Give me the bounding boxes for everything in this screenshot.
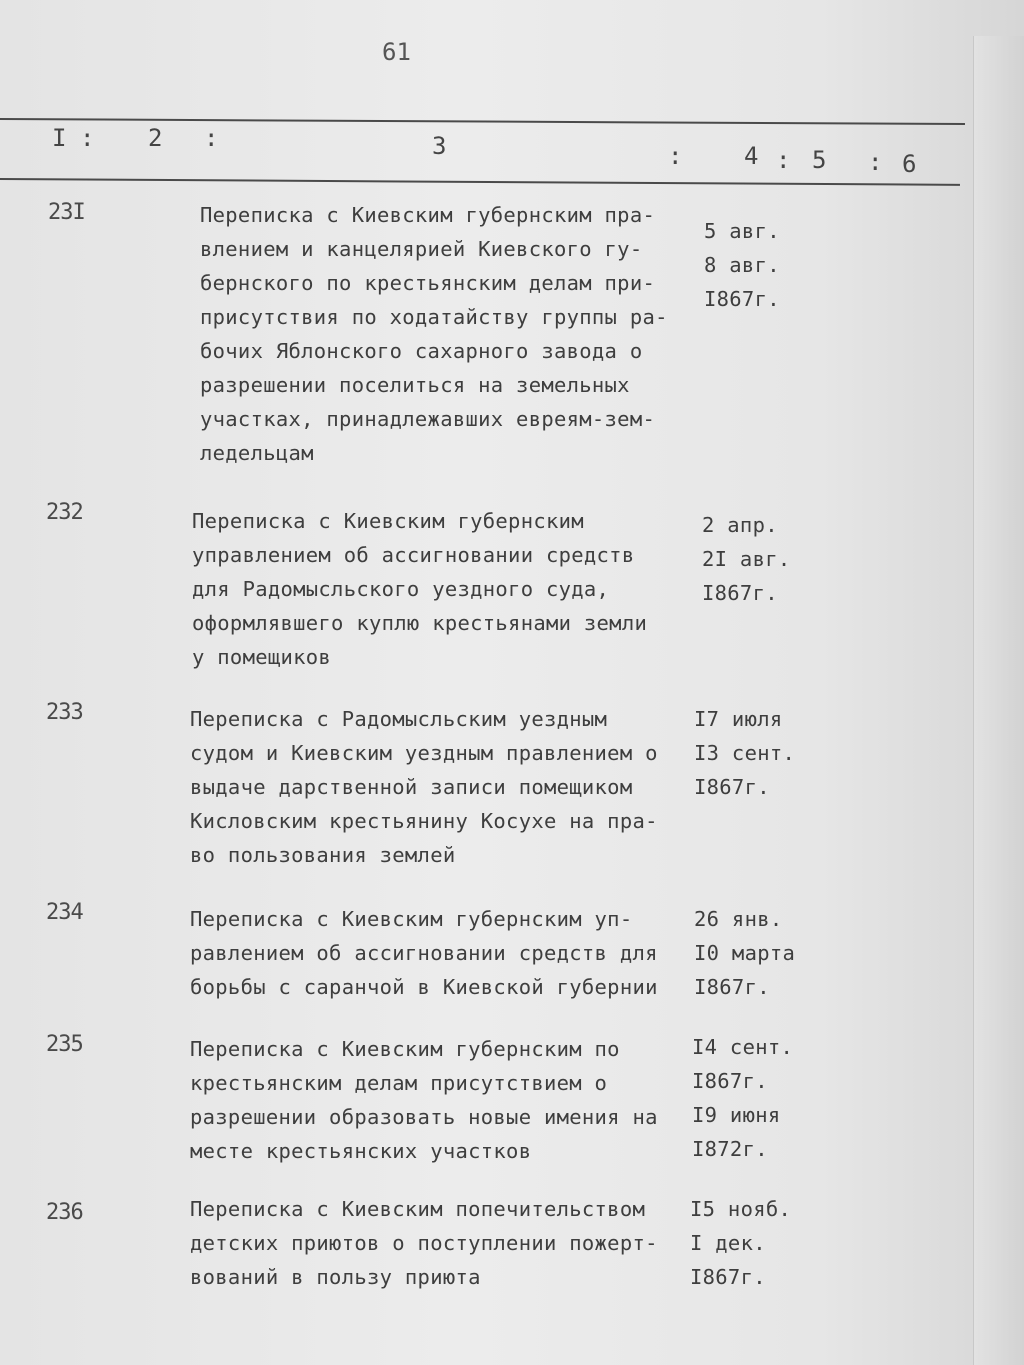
- entry-date-line: I0 марта: [694, 941, 796, 965]
- entry-number: 235: [46, 1032, 83, 1057]
- entry-date-line: I7 июля: [694, 707, 783, 731]
- entry-description-line: Переписка с Киевским попечительством: [190, 1197, 646, 1221]
- entry-dates: [690, 1192, 791, 1294]
- header-separator: :: [80, 124, 95, 152]
- entry-date-line: I дек.: [690, 1231, 766, 1255]
- entry-dates: [694, 902, 795, 1004]
- header-col-1: I: [52, 124, 67, 152]
- entry-description-line: детских приютов о поступлении пожерт-: [190, 1231, 658, 1255]
- entry-description-line: крестьянским делам присутствием о: [190, 1071, 608, 1095]
- entry-description-line: Переписка с Киевским губернским уп-: [190, 907, 633, 931]
- entry-date-line: I4 сент.: [692, 1035, 794, 1059]
- entry-description-line: Переписка с Киевским губернским: [192, 509, 584, 533]
- entry-date-line: 2I авг.: [702, 547, 791, 571]
- entry-description-line: равлением об ассигновании средств для: [190, 941, 658, 965]
- entry-description-line: месте крестьянских участков: [190, 1139, 532, 1163]
- header-separator: :: [204, 124, 219, 152]
- entry-date-line: I867г.: [702, 581, 778, 605]
- entry-number: 23I: [48, 200, 85, 225]
- header-top-rule: [0, 118, 965, 125]
- entry-dates: [704, 214, 780, 316]
- entry-description-line: ледельцам: [200, 441, 314, 465]
- entry-description-line: участках, принадлежавших евреям-зем-: [200, 407, 656, 431]
- entry-date-line: 5 авг.: [704, 219, 780, 243]
- entry-description: [192, 504, 647, 674]
- entry-description-line: во пользования землей: [190, 843, 456, 867]
- entry-date-line: I867г.: [694, 975, 770, 999]
- entry-description-line: судом и Киевским уездным правлением о: [190, 741, 658, 765]
- entry-description-line: у помещиков: [192, 645, 332, 669]
- header-bottom-rule: [0, 178, 960, 186]
- entry-description-line: вований в пользу приюта: [190, 1265, 481, 1289]
- entry-number: 234: [46, 900, 83, 925]
- header-col-6: 6: [902, 150, 917, 178]
- entry-description: [190, 702, 658, 872]
- entry-description-line: бернского по крестьянским делам при-: [200, 271, 656, 295]
- entry-description: [200, 198, 668, 470]
- entry-description-line: Кисловским крестьянину Косухе на пра-: [190, 809, 658, 833]
- entry-description-line: присутствия по ходатайству группы ра-: [200, 305, 668, 329]
- header-separator: :: [776, 146, 791, 174]
- entry-date-line: 26 янв.: [694, 907, 783, 931]
- entry-dates: [694, 702, 795, 804]
- entry-date-line: I872г.: [692, 1137, 768, 1161]
- entry-description-line: оформлявшего куплю крестьянами земли: [192, 611, 648, 635]
- entry-date-line: I9 июня: [692, 1103, 781, 1127]
- entry-description-line: для Радомысльского уездного суда,: [192, 577, 610, 601]
- entry-description-line: Переписка с Киевским губернским пра-: [200, 203, 656, 227]
- entry-date-line: I3 сент.: [694, 741, 796, 765]
- header-separator: :: [668, 142, 683, 170]
- entry-description-line: разрешении поселиться на земельных: [200, 373, 630, 397]
- entry-description-line: выдаче дарственной записи помещиком: [190, 775, 633, 799]
- entry-number: 232: [46, 500, 83, 525]
- entry-description-line: управлением об ассигновании средств: [192, 543, 635, 567]
- page-number: 61: [382, 38, 411, 66]
- entry-description-line: Переписка с Киевским губернским по: [190, 1037, 620, 1061]
- header-col-2: 2: [148, 124, 163, 152]
- header-col-3: 3: [432, 132, 447, 160]
- entry-number: 233: [46, 700, 83, 725]
- entry-description: [190, 1032, 658, 1168]
- entry-description: [190, 1192, 658, 1294]
- entry-description-line: бочих Яблонского сахарного завода о: [200, 339, 643, 363]
- entry-date-line: I5 нояб.: [690, 1197, 792, 1221]
- entry-date-line: I867г.: [704, 287, 780, 311]
- entry-date-line: 8 авг.: [704, 253, 780, 277]
- entry-dates: [692, 1030, 793, 1166]
- entry-date-line: I867г.: [690, 1265, 766, 1289]
- entry-description-line: разрешении образовать новые имения на: [190, 1105, 658, 1129]
- entry-date-line: I867г.: [692, 1069, 768, 1093]
- header-col-4: 4: [744, 142, 759, 170]
- entry-description-line: Переписка с Радомысльским уездным: [190, 707, 608, 731]
- entry-description-line: борьбы с саранчой в Киевской губернии: [190, 975, 658, 999]
- entry-description: [190, 902, 658, 1004]
- header-col-5: 5: [812, 146, 827, 174]
- page-edge: [973, 36, 1024, 1365]
- entry-date-line: 2 апр.: [702, 513, 778, 537]
- header-separator: :: [868, 148, 883, 176]
- entry-number: 236: [46, 1200, 83, 1225]
- entry-date-line: I867г.: [694, 775, 770, 799]
- entry-description-line: влением и канцелярией Киевского гу-: [200, 237, 643, 261]
- entry-dates: [702, 508, 791, 610]
